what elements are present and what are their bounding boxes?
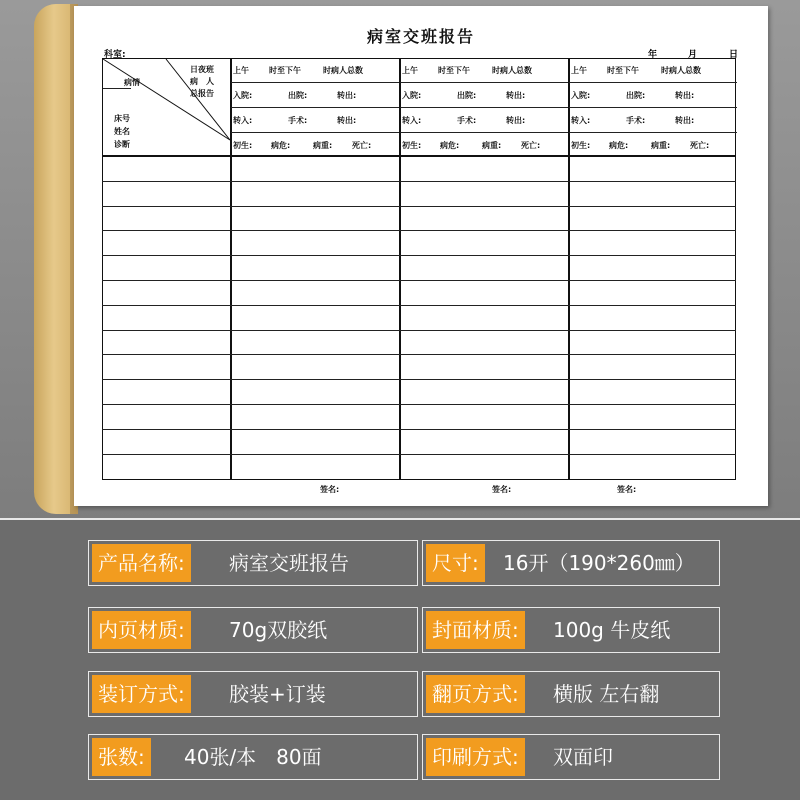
header-row-line	[231, 107, 399, 108]
shift-field-label: 转出:	[337, 116, 357, 125]
header-shift: 日夜班	[190, 65, 214, 74]
shift-field-label: 转入:	[571, 116, 591, 125]
shift-field-label: 初生:	[233, 141, 253, 150]
spec-value: 16开（190*260㎜）	[503, 551, 695, 575]
date-year: 年	[648, 50, 658, 60]
date-month: 月	[688, 50, 698, 60]
spec-value: 胶装+订装	[229, 682, 326, 706]
spec-inner-paper	[88, 607, 418, 653]
spec-value: 70g双胶纸	[229, 618, 328, 642]
table-row-line	[102, 255, 736, 256]
shift-field-label: 转入:	[402, 116, 422, 125]
form-title: 病室交班报告	[366, 27, 475, 46]
spec-printing	[422, 734, 720, 780]
table-row-line	[102, 379, 736, 380]
spec-value: 双面印	[553, 745, 613, 769]
shift-field-label: 上午	[571, 66, 587, 75]
table-row-line	[102, 206, 736, 207]
divider	[0, 518, 800, 520]
spec-label: 封面材质:	[426, 611, 525, 649]
header-row-line	[400, 107, 568, 108]
header-diagnosis: 诊断	[114, 140, 130, 149]
shift-field-label: 手术:	[457, 116, 477, 125]
shift-field-label: 病重:	[651, 141, 671, 150]
header-bottom-line	[102, 155, 736, 157]
shift-field-label: 时至下午	[269, 66, 301, 75]
shift-field-label: 时至下午	[438, 66, 470, 75]
table-row-line	[102, 354, 736, 355]
shift-field-label: 入院:	[571, 91, 591, 100]
shift-field-label: 上午	[233, 66, 249, 75]
shift-field-label: 时病人总数	[323, 66, 363, 75]
spec-value: 横版 左右翻	[553, 682, 660, 706]
spec-cover-paper	[422, 607, 720, 653]
header-tick	[103, 88, 131, 89]
shift-field-label: 死亡:	[352, 141, 372, 150]
shift-field-label: 时病人总数	[492, 66, 532, 75]
header-row-line	[569, 107, 737, 108]
table-row-line	[102, 404, 736, 405]
spec-label: 印刷方式:	[426, 738, 525, 776]
header-row-line	[569, 82, 737, 83]
shift-field-label: 入院:	[233, 91, 253, 100]
spec-label: 尺寸:	[426, 544, 485, 582]
spec-label: 张数:	[92, 738, 151, 776]
header-row-line	[231, 132, 399, 133]
shift-field-label: 病重:	[482, 141, 502, 150]
header-bed: 床号	[114, 114, 130, 123]
shift-field-label: 转出:	[506, 91, 526, 100]
shift-field-label: 手术:	[288, 116, 308, 125]
shift-field-label: 转出:	[337, 91, 357, 100]
shift-field-label: 转出:	[506, 116, 526, 125]
shift-field-label: 死亡:	[690, 141, 710, 150]
date-day: 日	[729, 50, 739, 60]
header-row-line	[400, 82, 568, 83]
header-condition: 病情	[124, 78, 140, 87]
spec-product-name	[88, 540, 418, 586]
shift-field-label: 上午	[402, 66, 418, 75]
spec-value: 病室交班报告	[229, 551, 349, 575]
shift-field-label: 转出:	[675, 91, 695, 100]
shift-field-label: 手术:	[626, 116, 646, 125]
header-patients: 病 人	[190, 77, 214, 86]
signature-label: 签名:	[492, 485, 512, 494]
dept-label: 科室:	[104, 50, 126, 60]
table-row-line	[102, 305, 736, 306]
table-row-line	[102, 280, 736, 281]
table-row-line	[102, 181, 736, 182]
shift-field-label: 出院:	[626, 91, 646, 100]
table-row-line	[102, 330, 736, 331]
table-row-line	[102, 429, 736, 430]
shift-field-label: 转入:	[233, 116, 253, 125]
shift-field-label: 时病人总数	[661, 66, 701, 75]
spec-sheet-count	[88, 734, 418, 780]
header-row-line	[400, 132, 568, 133]
shift-field-label: 时至下午	[607, 66, 639, 75]
table-row-line	[102, 454, 736, 455]
spec-value: 40张/本 80面	[184, 745, 322, 769]
spec-page-turn	[422, 671, 720, 717]
shift-field-label: 死亡:	[521, 141, 541, 150]
shift-field-label: 病危:	[440, 141, 460, 150]
signature-label: 签名:	[617, 485, 637, 494]
signature-label: 签名:	[320, 485, 340, 494]
shift-field-label: 病危:	[609, 141, 629, 150]
header-row-line	[231, 82, 399, 83]
spec-label: 翻页方式:	[426, 675, 525, 713]
shift-field-label: 出院:	[457, 91, 477, 100]
shift-field-label: 初生:	[571, 141, 591, 150]
header-report: 总报告	[190, 89, 214, 98]
shift-field-label: 病危:	[271, 141, 291, 150]
header-row-line	[569, 132, 737, 133]
header-name: 姓名	[114, 127, 130, 136]
shift-field-label: 初生:	[402, 141, 422, 150]
spec-value: 100g 牛皮纸	[553, 618, 671, 642]
spec-size	[422, 540, 720, 586]
spec-binding	[88, 671, 418, 717]
spec-label: 装订方式:	[92, 675, 191, 713]
report-sheet	[74, 6, 768, 506]
shift-field-label: 出院:	[288, 91, 308, 100]
spec-label: 产品名称:	[92, 544, 191, 582]
table-row-line	[102, 230, 736, 231]
shift-field-label: 入院:	[402, 91, 422, 100]
shift-field-label: 转出:	[675, 116, 695, 125]
spec-label: 内页材质:	[92, 611, 191, 649]
shift-field-label: 病重:	[313, 141, 333, 150]
